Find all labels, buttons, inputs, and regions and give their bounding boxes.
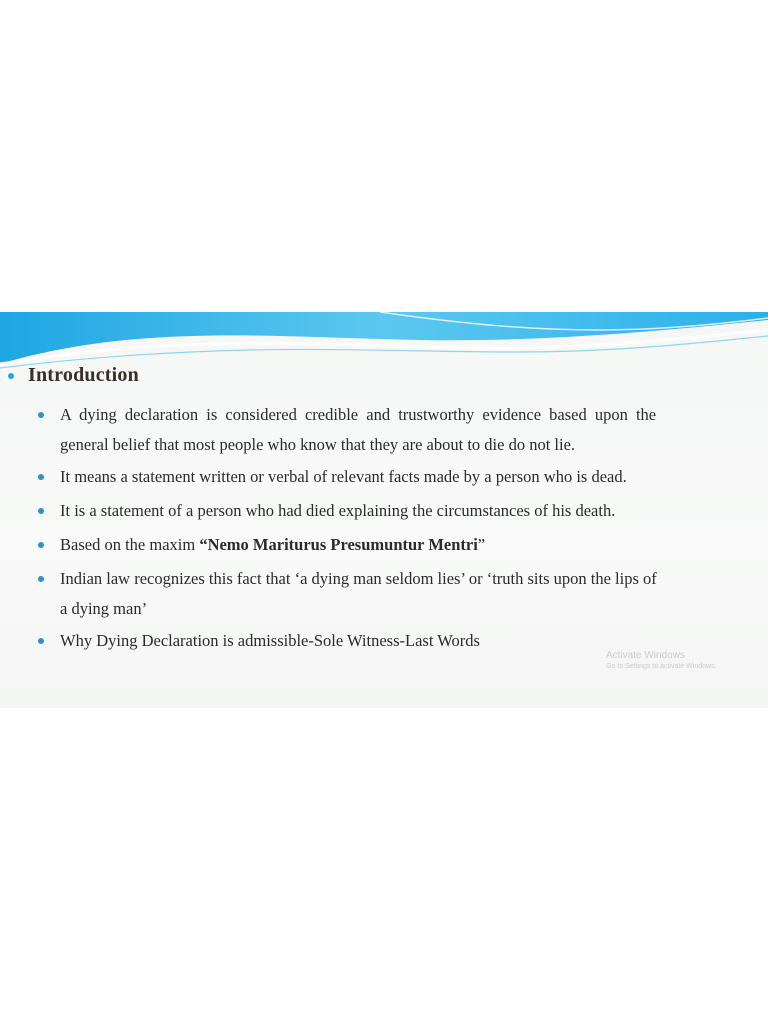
bullet-item	[38, 626, 480, 656]
slide	[0, 312, 768, 708]
bullet-text: It is a statement of a person who had died explaining the circumstances of his death.	[60, 501, 616, 520]
maxim-text: Nemo Mariturus Presumuntur Mentri	[207, 535, 478, 554]
bullet-text-line: Indian law recognizes this fact that ‘a dying man seldom lies’ or ‘truth sits upon the lips of	[60, 569, 657, 588]
bullet-dot-icon	[38, 576, 44, 582]
slide-title	[8, 364, 139, 387]
bullet-dot-icon	[38, 508, 44, 514]
title-text: Introduction	[28, 364, 139, 386]
bullet-text: Why Dying Declaration is admissible-Sole Witness-Last Words	[60, 631, 480, 650]
activate-windows-watermark	[606, 650, 717, 672]
header-wave-decoration	[0, 312, 768, 372]
bullet-dot-icon	[38, 474, 44, 480]
bullet-text-line: A dying declaration is considered credible and trustworthy evidence based upon the	[60, 405, 657, 424]
bullet-text: It means a statement written or verbal of relevant facts made by a person who is dead.	[60, 467, 627, 486]
bullet-item	[38, 496, 615, 526]
bullet-item	[38, 530, 485, 560]
watermark-title: Activate Windows	[606, 650, 685, 661]
bullet-dot-icon	[38, 412, 44, 418]
bullet-item	[38, 564, 768, 624]
watermark-subtitle: Go to Settings to activate Windows.	[606, 663, 717, 670]
bullet-dot-icon	[38, 638, 44, 644]
bullet-item	[38, 400, 768, 460]
bullet-item	[38, 462, 627, 492]
title-bullet-icon	[8, 373, 14, 379]
bullet-text-line: a dying man’	[60, 599, 148, 618]
bullet-text-line: general belief that most people who know that they are about to die do not lie.	[60, 435, 576, 454]
maxim-open-quote: “	[199, 535, 208, 554]
maxim-close-quote: ”	[477, 535, 486, 554]
bullet-dot-icon	[38, 542, 44, 548]
bullet-text-prefix: Based on the maxim	[60, 535, 200, 554]
